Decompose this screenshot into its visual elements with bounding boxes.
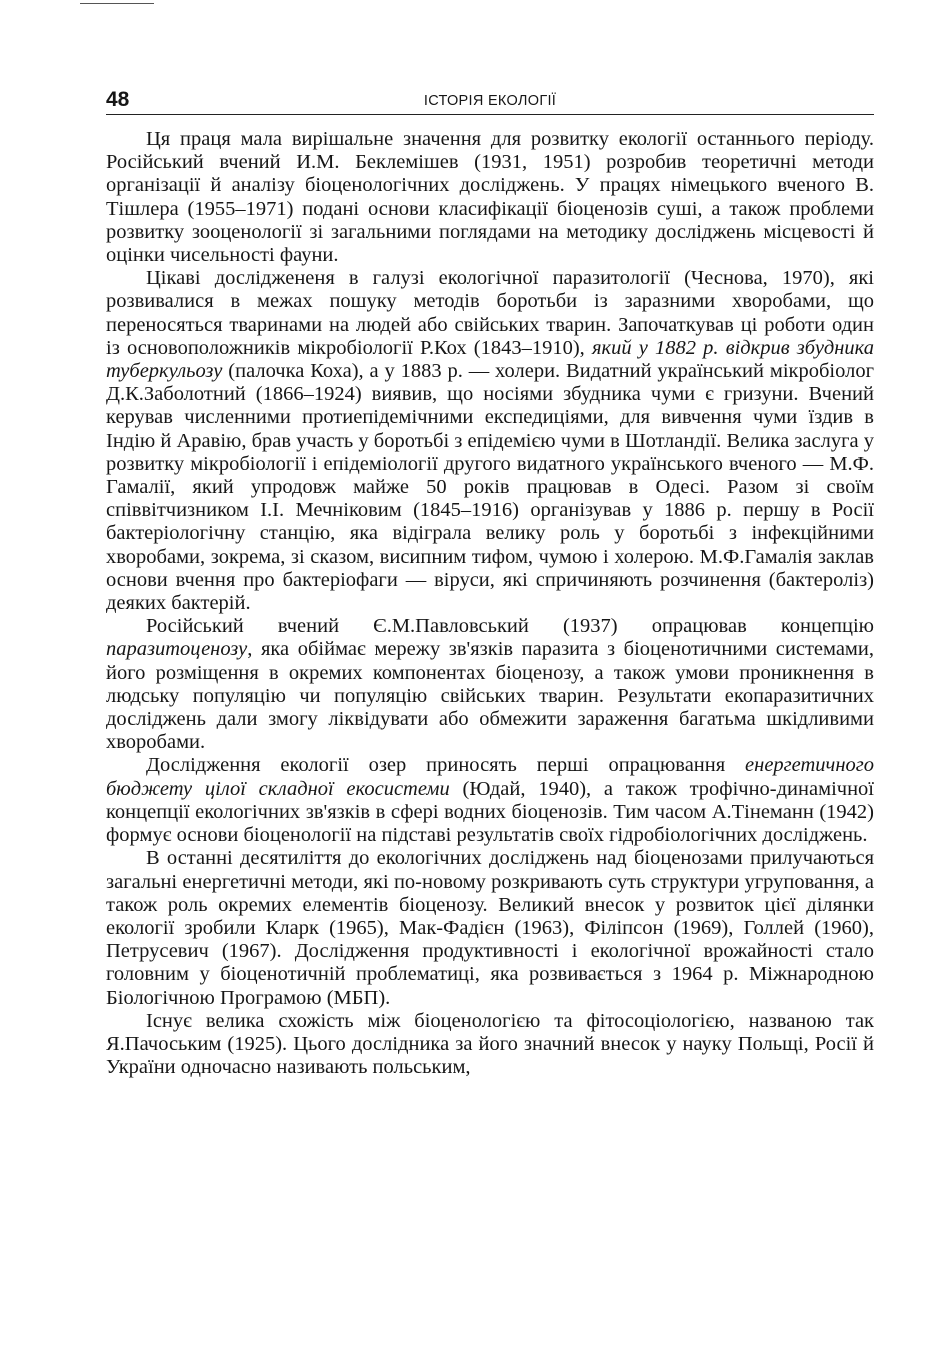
page-header (106, 88, 874, 115)
paragraph (106, 128, 874, 267)
text-segment: В останні десятиліття до екологічних досліджень над біоценозами прилучаються загальні енергетичні методи, які по-новому розкривають суть структури угруповання, а також роль окремих елементів біоценозу. Великий внесок у розвиток цієї ділянки екології зробили Кларк (1965), Мак-Фадієн (1963), Філіпсон (1969), Голлей (1960), Петрусевич (1967). Дослідження продуктивності і екологічної врожайності стало головним у біоценотичній проблематиці, яка розвивається з 1964 р. Міжнародною Біологічною Програмою (МБП). (106, 847, 874, 1009)
italic-text-segment: цілої складної екосистеми (192, 777, 450, 800)
text-segment: (палочка Коха), а у 1883 р. — холери. Видатний український мікробіолог Д.К.Заболотний (1866–1924) виявив, що носіями збудника чуми є гризуни. Вчений керував численними протиепідемічними експедиціями, для вивчення чуми їздив в Індію й Аравію, брав участь у боротьбі з епідемією чуми в Шотландії. Велика заслуга у розвитку мікробіології і епідеміології другого видатного українського вченого — М.Ф. Гамалії, який упродовж майже 50 років працював в Одесі. Разом зі своїм співвітчизником І.І. Мечніковим (1845–1916) організував у 1886 р. першу в Росії бактеріологічну станцію, яка відіграла велику роль у боротьбі з інфекційними хворобами, зокрема, зі сказом, висипним тифом, чумою і холерою. М.Ф.Гамалія заклав основи вчення про бактеріофаги — віруси, які спричиняють розчинення (бактероліз) деяких бактерій. (106, 360, 874, 615)
text-segment: (Юдай, 1940), а також трофічно-динамічної концепції екологічних зв'язків в сфері водних біоценозів. Тим часом А.Тінеманн (1942) формує основи біоценології на підставі результатів своїх гідробіологічних досліджень. (106, 777, 874, 847)
text-segment: Цікаві досліджененя в галузі екологічної паразитології (Чеснова, 1970), які розвивалися в межах пошуку методів боротьби із заразними хворобами, що переносяться тваринами на людей або свійських тварин. Започаткував ці роботи один із основоположників мікробіології Р.Кох (1843–1910), (106, 267, 874, 359)
italic-text-segment: який у 1882 р. відкрив збудника туберкульозу (106, 336, 874, 383)
paragraph (106, 847, 874, 1009)
paragraph (106, 754, 874, 847)
page-number: 48 (106, 88, 130, 111)
text-segment: , яка обіймає мережу зв'язків паразита з біоценотичними системами, його розміщення в окремих компонентах біоценозу, а також умови проникнення в людську популяцію чи популяцію свійських тварин. Результати екопаразитичних досліджень дали змогу ліквідувати або обмежити зараження багатьма шкідливими хворобами. (106, 638, 874, 754)
body-text (106, 128, 874, 1079)
text-segment: Існує велика схожість між біоценологією та фітосоціологією, названою так Я.Пачоським (1925). Цього дослідника за його значний внесок у науку Польщі, Росії й України одночасно називають польським, (106, 1009, 874, 1079)
italic-text-segment: енергетичного бюджету (106, 754, 874, 800)
top-margin-rule (80, 3, 154, 4)
paragraph (106, 267, 874, 615)
paragraph (106, 1010, 874, 1080)
running-title: ІСТОРІЯ ЕКОЛОГІЇ (423, 93, 557, 109)
paragraph (106, 615, 874, 754)
text-segment: Ця праця мала вирішальне значення для розвитку екології останнього періоду. Російський вчений И.М. Беклемішев (1931, 1951) розробив теоретичні методи організації й аналізу біоценологічних досліджень. У працях німецького вченого В. Тішлера (1955–1971) подані основи класифікації біоценозів суші, а також проблеми розвитку зооценології зі загальними поглядами на методику досліджень місцевості й оцінки чисельності фауни. (106, 128, 874, 267)
text-segment: Російський вчений Є.М.Павловський (1937) опрацював концепцію (146, 615, 874, 638)
italic-text-segment: паразитоценозу (106, 638, 248, 661)
text-segment: Дослідження екології озер приносять перші опрацювання (146, 754, 746, 777)
